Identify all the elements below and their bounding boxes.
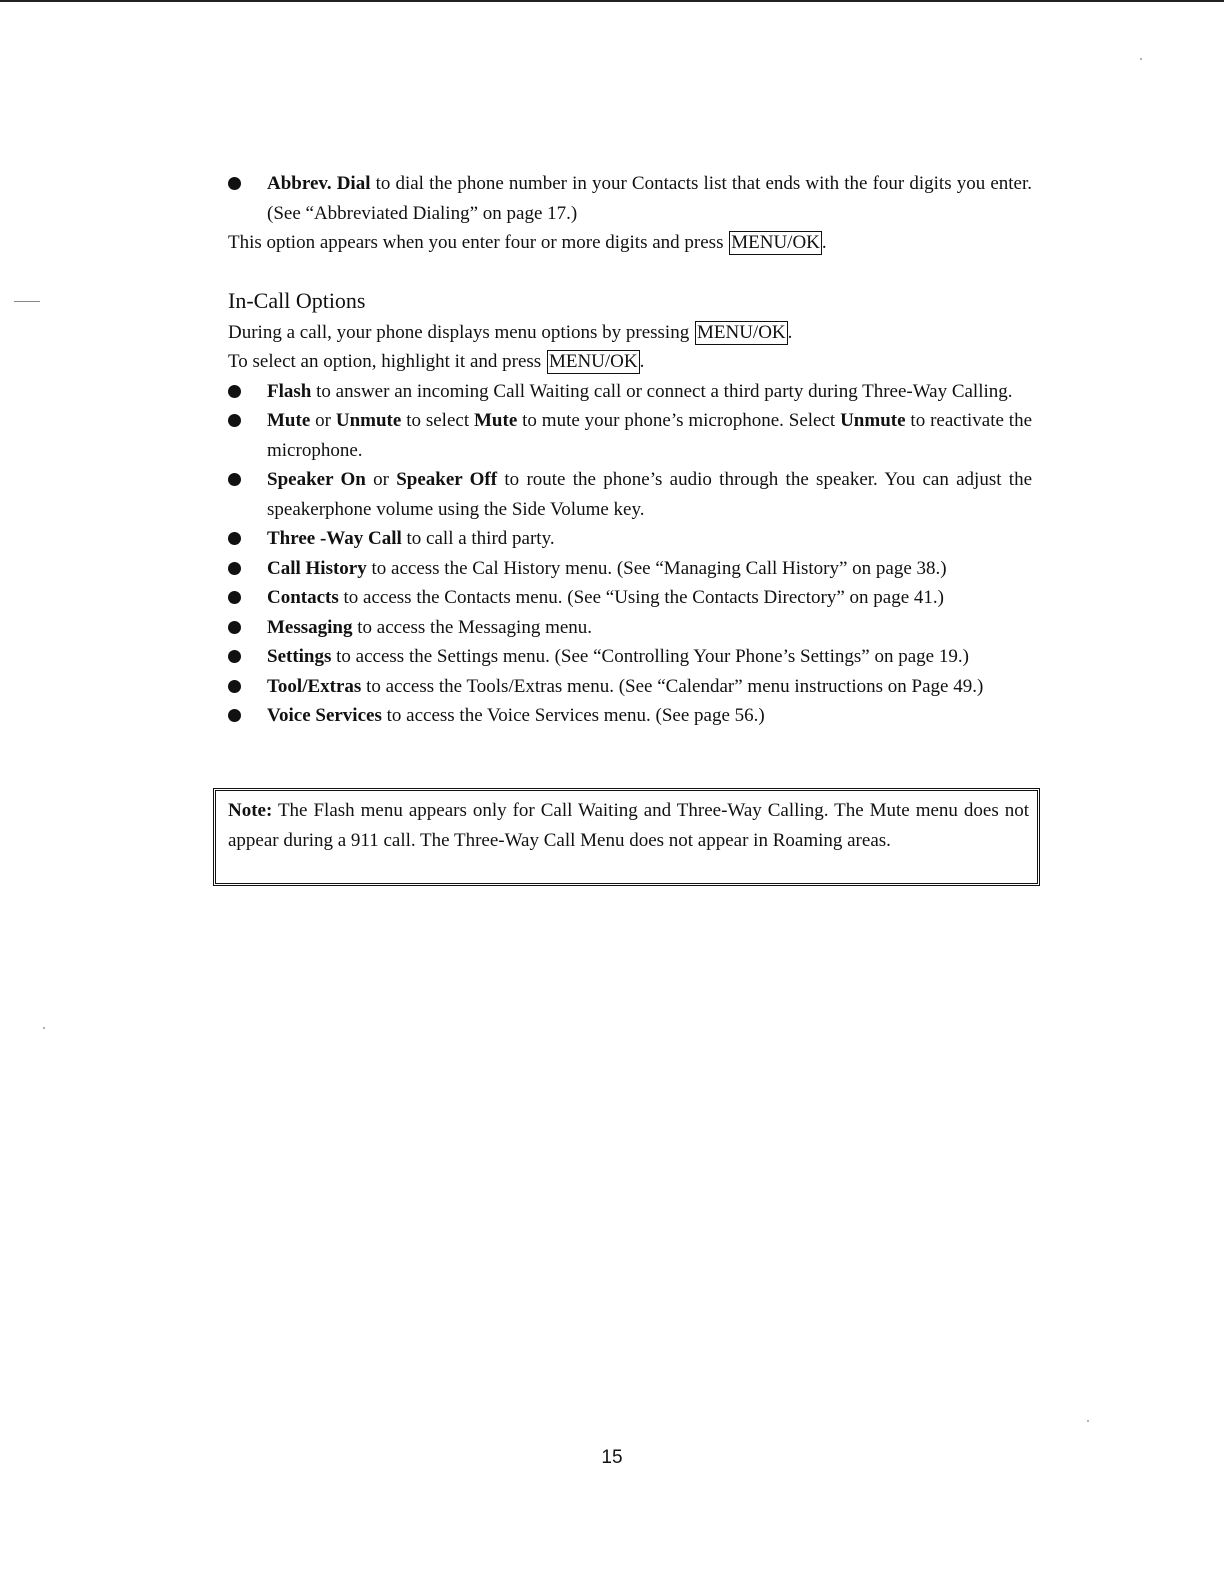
line-punct: .: [639, 351, 645, 372]
item-text: to access the Voice Services menu. (See page 56.): [381, 705, 765, 726]
item-term: Mute: [267, 410, 311, 431]
item-text: or: [365, 469, 397, 490]
list-item-three-way: [228, 524, 1032, 554]
list-item-messaging: [228, 613, 1032, 643]
item-text: to access the Cal History menu. (See “Managing Call History” on page 38.): [366, 557, 947, 579]
page-number: 15: [601, 1447, 623, 1468]
line-text: During a call, your phone displays menu options by pressing: [228, 321, 694, 343]
list-item-settings: [228, 642, 1032, 672]
margin-mark: [14, 301, 40, 302]
top-rule: [0, 0, 1224, 2]
bullet-icon: [228, 591, 241, 604]
item-term: Voice Services: [267, 705, 382, 726]
item-text: to call a third party.: [401, 528, 555, 549]
bullet-icon: [228, 414, 241, 427]
item-text: to access the Settings menu. (See “Controlling Your Phone’s Settings” on page 19.): [331, 646, 969, 667]
bullet-icon: [228, 650, 241, 663]
item-term: Tool/Extras: [267, 675, 362, 697]
item-text: to access the Tools/Extras menu. (See “Calendar” menu instructions on Page 49.): [361, 675, 984, 697]
item-term: Unmute: [335, 410, 402, 431]
line-punct: .: [821, 232, 827, 253]
list-item-tools: [228, 672, 1032, 702]
menu-ok-key: MENU/OK: [548, 351, 638, 372]
appears-line: [228, 228, 1032, 258]
section-heading: In-Call Options: [228, 287, 366, 313]
bullet-icon: [228, 680, 241, 693]
item-text: to access the Messaging menu.: [352, 616, 593, 638]
bullet-icon: [228, 562, 241, 575]
item-term: Flash: [267, 380, 312, 402]
scan-speck: [1087, 1420, 1089, 1422]
list-item-flash: [228, 377, 1032, 407]
list-item-abbrev-dial: [228, 169, 1032, 228]
item-term: Abbrev. Dial: [267, 173, 371, 194]
item-term: Contacts: [267, 587, 339, 608]
note-label: Note:: [228, 800, 273, 821]
line-text: To select an option, highlight it and press: [228, 351, 546, 372]
item-term: Call History: [267, 557, 367, 579]
list-item-mute: [228, 406, 1032, 465]
bullet-icon: [228, 532, 241, 545]
item-text: to mute your phone’s microphone. Select: [517, 410, 841, 431]
item-term: Mute: [474, 410, 518, 431]
item-term: Unmute: [840, 410, 906, 431]
list-item-speaker: [228, 465, 1032, 524]
item-text: to access the Contacts menu. (See “Using the Contacts Directory” on page 41.): [338, 587, 944, 608]
intro-line-1: [228, 318, 1032, 348]
item-text: to dial the phone number in your Contacts list that ends with the four digits you enter. (See “Abbreviated Dialing” on page 17.): [267, 173, 1032, 224]
note-box: [213, 788, 1040, 886]
item-text: to answer an incoming Call Waiting call or connect a third party during Three-Way Calling.: [311, 380, 1013, 402]
item-term: Three -Way Call: [267, 528, 402, 549]
list-item-voice-services: [228, 701, 1032, 731]
bullet-icon: [228, 385, 241, 398]
line-text: This option appears when you enter four or more digits and press: [228, 232, 729, 253]
item-text: to select: [401, 410, 474, 431]
item-term: Speaker On: [267, 469, 366, 490]
item-text: to route the phone’s audio through the speaker. You can adjust the speakerphone volume using the Side Volume key.: [267, 469, 1033, 520]
item-term: Settings: [267, 646, 332, 667]
scan-speck: [1140, 58, 1142, 60]
bullet-icon: [228, 621, 241, 634]
item-text: or: [310, 410, 336, 431]
intro-line-2: [228, 347, 1032, 377]
bullet-icon: [228, 473, 241, 486]
page-content: [228, 169, 1032, 731]
note-text: The Flash menu appears only for Call Waiting and Three-Way Calling. The Mute menu does not appear during a 911 call. The Three-Way Call Menu does not appear in Roaming areas.: [228, 800, 1029, 851]
list-item-call-history: [228, 554, 1032, 584]
list-item-contacts: [228, 583, 1032, 613]
scan-speck: [43, 1027, 45, 1029]
bullet-icon: [228, 177, 241, 190]
menu-ok-key: MENU/OK: [731, 232, 820, 253]
item-term: Messaging: [267, 616, 353, 638]
bullet-icon: [228, 709, 241, 722]
line-punct: .: [787, 321, 793, 343]
menu-ok-key: MENU/OK: [696, 321, 786, 343]
item-text: to reactivate the microphone.: [267, 410, 1032, 461]
item-term: Speaker Off: [396, 469, 498, 490]
